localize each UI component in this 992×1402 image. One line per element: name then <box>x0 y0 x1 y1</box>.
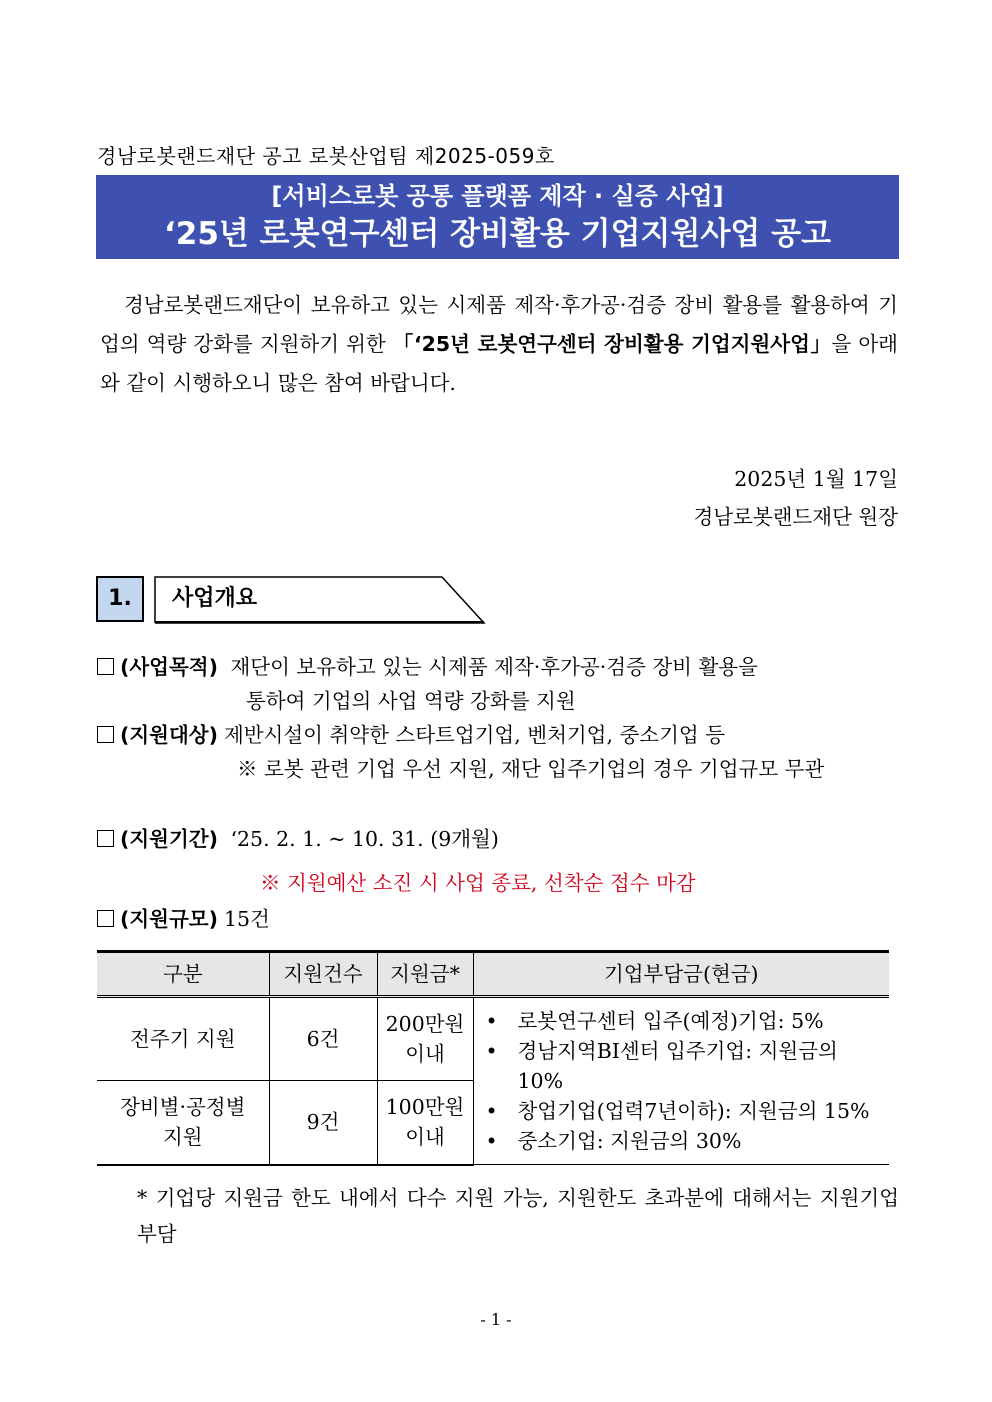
row1-category: 전주기 지원 <box>97 997 269 1081</box>
bullet-icon: • <box>485 1129 498 1153</box>
row2-amount: 100만원 이내 <box>377 1081 473 1165</box>
bullet-icon: • <box>485 1009 498 1033</box>
burden-cell <box>473 997 889 1165</box>
table-header-amount: 지원금* <box>377 952 473 997</box>
item-target-text: 제반시설이 취약한 스타트업기업, 벤처기업, 중소기업 등 <box>223 723 726 747</box>
signing-organization: 경남로봇랜드재단 원장 <box>693 505 898 529</box>
item-scale <box>97 902 270 936</box>
burden-item: • 로봇연구센터 입주(예정)기업: 5% <box>482 1006 884 1036</box>
notice-number: 경남로봇랜드재단 공고 로봇산업팀 제2025-059호 <box>97 144 555 168</box>
item-period <box>97 822 499 856</box>
item-purpose-text: 재단이 보유하고 있는 시제품 제작·후가공·검증 장비 활용을 <box>230 655 758 679</box>
table-header-burden: 기업부담금(현금) <box>473 952 889 997</box>
checkbox-icon <box>97 658 114 675</box>
item-purpose <box>97 650 758 684</box>
burden-item: • 중소기업: 지원금의 30% <box>482 1126 884 1156</box>
section-number: 1. <box>96 576 144 622</box>
row2-category: 장비별·공정별 지원 <box>97 1081 269 1165</box>
intro-text-1: 경남로봇랜드재단이 보유하고 있는 시제품 제작·후가공·검증 장비 활용를 활용하여 기업의 역량 강화를 지원하기 위한 <box>100 293 898 356</box>
table-header-category: 구분 <box>97 952 269 997</box>
checkbox-icon <box>97 726 114 743</box>
row2-count: 9건 <box>269 1081 377 1165</box>
announcement-date: 2025년 1월 17일 <box>734 467 898 491</box>
intro-text-2: 을 아래와 같이 시행하오니 많은 참여 바랍니다. <box>100 332 898 395</box>
item-period-text: ‘25. 2. 1. ~ 10. 31. (9개월) <box>230 827 499 851</box>
table-footnote: * 기업당 지원금 한도 내에서 다수 지원 가능, 지원한도 초과분에 대해서는 지원기업 부담 <box>137 1186 899 1246</box>
item-scale-text: 15건 <box>223 907 270 931</box>
intro-emphasis: 「‘25년 로봇연구센터 장비활용 기업지원사업」 <box>392 332 832 356</box>
checkbox-icon <box>97 830 114 847</box>
intro-paragraph <box>100 286 898 403</box>
title-line2: ‘25년 로봇연구센터 장비활용 기업지원사업 공고 <box>163 216 832 252</box>
item-target-key: (지원대상) <box>120 723 218 747</box>
bullet-icon: • <box>485 1099 498 1123</box>
bullet-icon: • <box>485 1039 498 1063</box>
item-purpose-key: (사업목적) <box>120 655 218 679</box>
table-row <box>97 997 889 1081</box>
item-target <box>97 718 725 752</box>
row1-amount: 200만원 이내 <box>377 997 473 1081</box>
row1-count: 6건 <box>269 997 377 1081</box>
burden-item: • 창업기업(업력7년이하): 지원금의 15% <box>482 1096 884 1126</box>
table-header-count: 지원건수 <box>269 952 377 997</box>
title-banner <box>96 175 899 259</box>
item-purpose-continued: 통하여 기업의 사업 역량 강화를 지원 <box>246 689 576 713</box>
section-title: 사업개요 <box>172 586 258 611</box>
item-period-key: (지원기간) <box>120 827 218 851</box>
item-scale-key: (지원규모) <box>120 907 218 931</box>
item-period-note: ※ 지원예산 소진 시 사업 종료, 선착순 접수 마감 <box>260 871 696 895</box>
page-number: - 1 - <box>480 1310 512 1329</box>
title-line1: [서비스로봇 공통 플랫폼 제작 · 실증 사업] <box>271 182 724 210</box>
item-target-note: ※ 로봇 관련 기업 우선 지원, 재단 입주기업의 경우 기업규모 무관 <box>237 757 825 781</box>
burden-item: • 경남지역BI센터 입주기업: 지원금의 10% <box>482 1036 884 1096</box>
checkbox-icon <box>97 910 114 927</box>
support-table <box>97 950 889 1166</box>
